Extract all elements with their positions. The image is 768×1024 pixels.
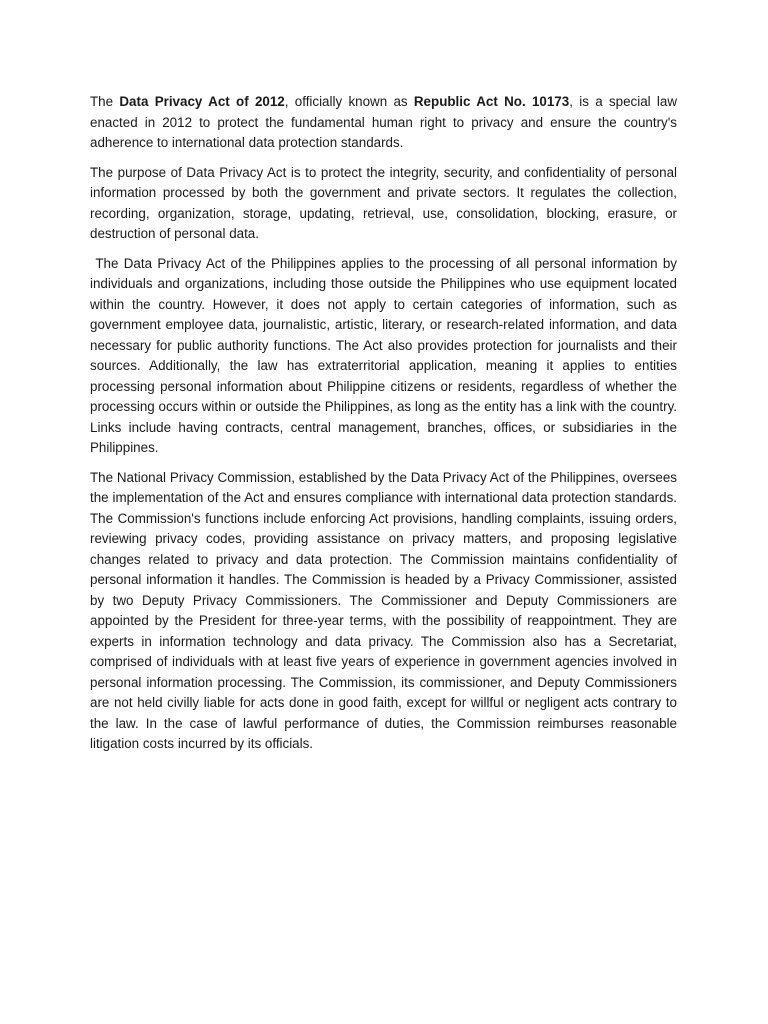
paragraph-scope: The Data Privacy Act of the Philippines applies to the processing of all personal information by individuals and organizations, including those outside the Philippines who use equipment located within the country. However, it does not apply to certain categories of information, such as government employee data, journalistic, artistic, literary, or research-related information, and data necessary for public authority functions. The Act also provides protection for journalists and their sources. Additionally, the law has extraterritorial application, meaning it applies to entities processing personal information about Philippine citizens or residents, regardless of whether the processing occurs within or outside the Philippines, as long as the entity has a link with the country. Links include having contracts, central management, branches, offices, or subsidiaries in the Philippines. <box>90 255 681 455</box>
paragraph-commission: The National Privacy Commission, established by the Data Privacy Act of the Philippines, oversees the implementation of the Act and ensures compliance with international data protection standards. The Commission's functions include enforcing Act provisions, handling complaints, issuing orders, reviewing privacy codes, providing assistance on privacy matters, and proposing legislative changes related to privacy and data protection. The Commission maintains confidentiality of personal information it handles. The Commission is headed by a Privacy Commissioner, assisted by two Deputy Privacy Commissioners. The Commissioner and Deputy Commissioners are appointed by the President for three-year terms, with the possibility of reappointment. They are experts in information technology and data privacy. The Commission also has a Secretariat, comprised of individuals with at least five years of experience in government agencies involved in personal information processing. The Commission, its commissioner, and Deputy Commissioners are not held civilly liable for acts done in good faith, except for willful or negligent acts contrary to the law. In the case of lawful performance of duties, the Commission reimburses reasonable litigation costs incurred by its officials. <box>90 469 677 751</box>
paragraph-intro <box>90 92 677 154</box>
republic-act-number: Republic Act No. 10173 <box>413 94 570 109</box>
intro-text-1: The <box>90 94 120 109</box>
intro-text-3: , is a special law enacted in 2012 to protect the fundamental human right to privacy and ensure the country's adherence to international data protection standards. <box>90 94 678 150</box>
intro-text-2: , officially known as <box>284 94 414 109</box>
act-name: Data Privacy Act of 2012 <box>119 94 285 109</box>
document-page <box>90 92 681 764</box>
paragraph-purpose: The purpose of Data Privacy Act is to protect the integrity, security, and confidentiality of personal information processed by both the government and private sectors. It regulates the collection, recording, organization, storage, updating, retrieval, use, consolidation, blocking, erasure, or destruction of personal data. <box>90 164 677 241</box>
